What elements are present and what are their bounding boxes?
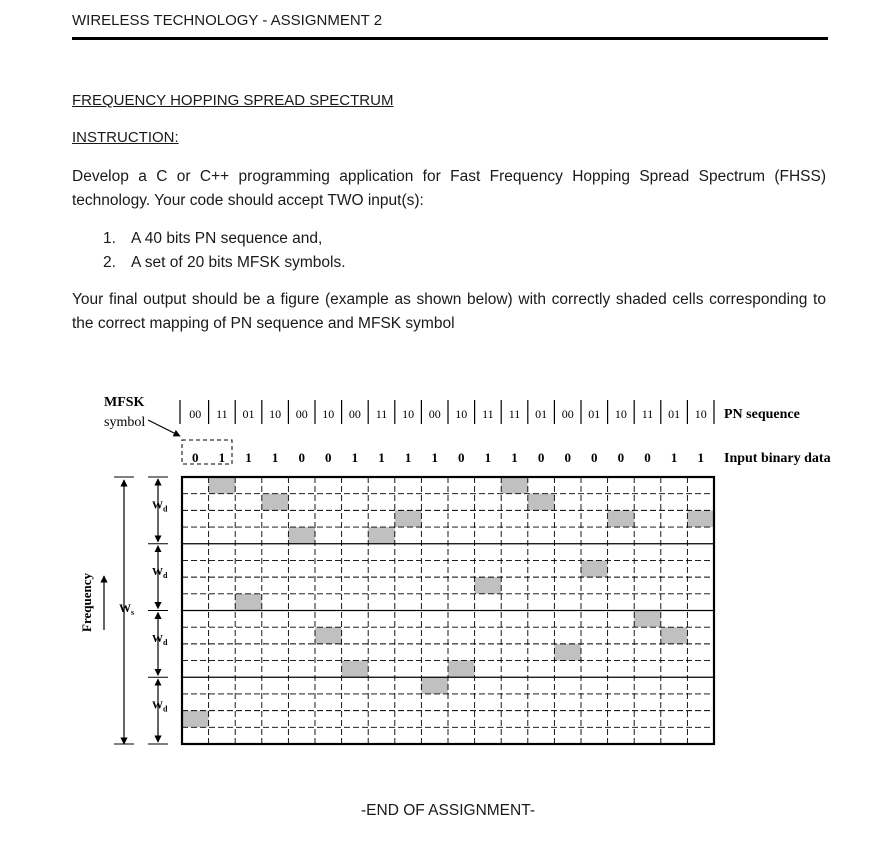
- pn-chip: 11: [508, 407, 521, 421]
- shaded-cell: [262, 494, 289, 511]
- input-bit: 1: [351, 450, 359, 465]
- pn-chip: 00: [561, 407, 574, 421]
- list-item: 2. A set of 20 bits MFSK symbols.: [103, 254, 346, 271]
- fhss-figure: [0, 380, 896, 760]
- input-bit: 0: [325, 450, 332, 465]
- ws-label: $W_s$: [119, 601, 135, 617]
- pn-chip: 00: [295, 407, 308, 421]
- shaded-cell: [448, 661, 475, 678]
- input-bit: 1: [245, 450, 252, 465]
- shaded-cell: [661, 627, 688, 644]
- instruction-label: INSTRUCTION:: [72, 129, 179, 146]
- wd-label: $W_d$: [152, 566, 168, 581]
- input-bit: 1: [484, 450, 492, 465]
- input-binary-label: Input binary data: [724, 451, 831, 466]
- pn-chip: 01: [242, 407, 255, 421]
- shaded-cell: [235, 594, 262, 611]
- wd-label: $W_d$: [152, 699, 168, 714]
- section-title: FREQUENCY HOPPING SPREAD SPECTRUM: [72, 92, 394, 109]
- shaded-cell: [634, 611, 661, 628]
- pn-chip: 11: [482, 407, 494, 421]
- input-bit: 0: [644, 450, 651, 465]
- frequency-axis-label: Frequency: [79, 573, 94, 632]
- shaded-cell: [581, 560, 608, 577]
- input-bit: 1: [218, 450, 226, 465]
- pn-chip: 00: [428, 407, 441, 421]
- instruction-paragraph: Develop a C or C++ programming application for Fast Frequency Hopping Spread Spectrum (FHSS) technology. Your code should accept TWO input(s):: [72, 168, 826, 209]
- pn-chip: 11: [216, 407, 228, 421]
- pn-chip: 10: [402, 407, 415, 421]
- mfsk-symbol-label: symbol: [104, 415, 146, 430]
- mfsk-label: MFSK: [104, 395, 145, 410]
- pn-chip: 10: [455, 407, 468, 421]
- shaded-cell: [342, 661, 369, 678]
- input-list: [103, 227, 346, 275]
- pn-chip: 00: [189, 407, 202, 421]
- shaded-cell: [528, 494, 555, 511]
- shaded-cell: [288, 527, 315, 544]
- pn-chip: 01: [588, 407, 601, 421]
- end-of-assignment: -END OF ASSIGNMENT-: [361, 802, 535, 819]
- shaded-cell: [209, 477, 236, 494]
- input-bit: 1: [271, 450, 279, 465]
- input-bit: 0: [537, 450, 545, 465]
- shaded-cell: [315, 627, 342, 644]
- input-bit: 0: [617, 450, 625, 465]
- pn-chip: 10: [614, 407, 627, 421]
- shaded-cell: [475, 577, 502, 594]
- input-bit: 0: [192, 450, 199, 465]
- shaded-cell: [421, 677, 448, 694]
- document-header: WIRELESS TECHNOLOGY - ASSIGNMENT 2: [72, 12, 383, 29]
- input-bit: 0: [591, 450, 598, 465]
- input-bit: 0: [458, 450, 465, 465]
- shaded-cell: [368, 527, 395, 544]
- input-bit: 1: [670, 450, 678, 465]
- pn-sequence-label: PN sequence: [724, 407, 800, 422]
- pn-chip: 10: [322, 407, 335, 421]
- input-bit: 1: [378, 450, 385, 465]
- shaded-cell: [608, 510, 635, 527]
- input-bit: 0: [564, 450, 571, 465]
- wd-label: $W_d$: [152, 499, 168, 514]
- header-rule: [72, 37, 828, 40]
- input-bit: 1: [431, 450, 438, 465]
- pn-chip: 01: [535, 407, 548, 421]
- shaded-cell: [395, 510, 422, 527]
- pn-chip: 01: [668, 407, 681, 421]
- wd-label: $W_d$: [152, 632, 168, 647]
- shaded-cell: [687, 510, 714, 527]
- input-bit: 1: [404, 450, 412, 465]
- input-bit: 1: [697, 450, 704, 465]
- pn-sequence-row: [180, 400, 714, 424]
- pn-chip: 11: [641, 407, 654, 421]
- input-bit: 1: [511, 450, 518, 465]
- output-paragraph: Your final output should be a figure (example as shown below) with correctly shaded cells corresponding to the correct mapping of PN sequence and MFSK symbol: [72, 291, 826, 332]
- pn-chip: 00: [348, 407, 361, 421]
- shaded-cell: [182, 711, 209, 728]
- frequency-time-grid: [182, 477, 714, 744]
- shaded-cell: [554, 644, 581, 661]
- input-bits-row: [192, 450, 704, 465]
- pn-chip: 10: [694, 407, 707, 421]
- shaded-cell: [501, 477, 528, 494]
- mfsk-pointer-arrow: [148, 420, 180, 436]
- pn-chip: 10: [269, 407, 282, 421]
- pn-chip: 11: [375, 407, 388, 421]
- list-item: 1. A 40 bits PN sequence and,: [103, 230, 323, 247]
- input-bit: 0: [298, 450, 305, 465]
